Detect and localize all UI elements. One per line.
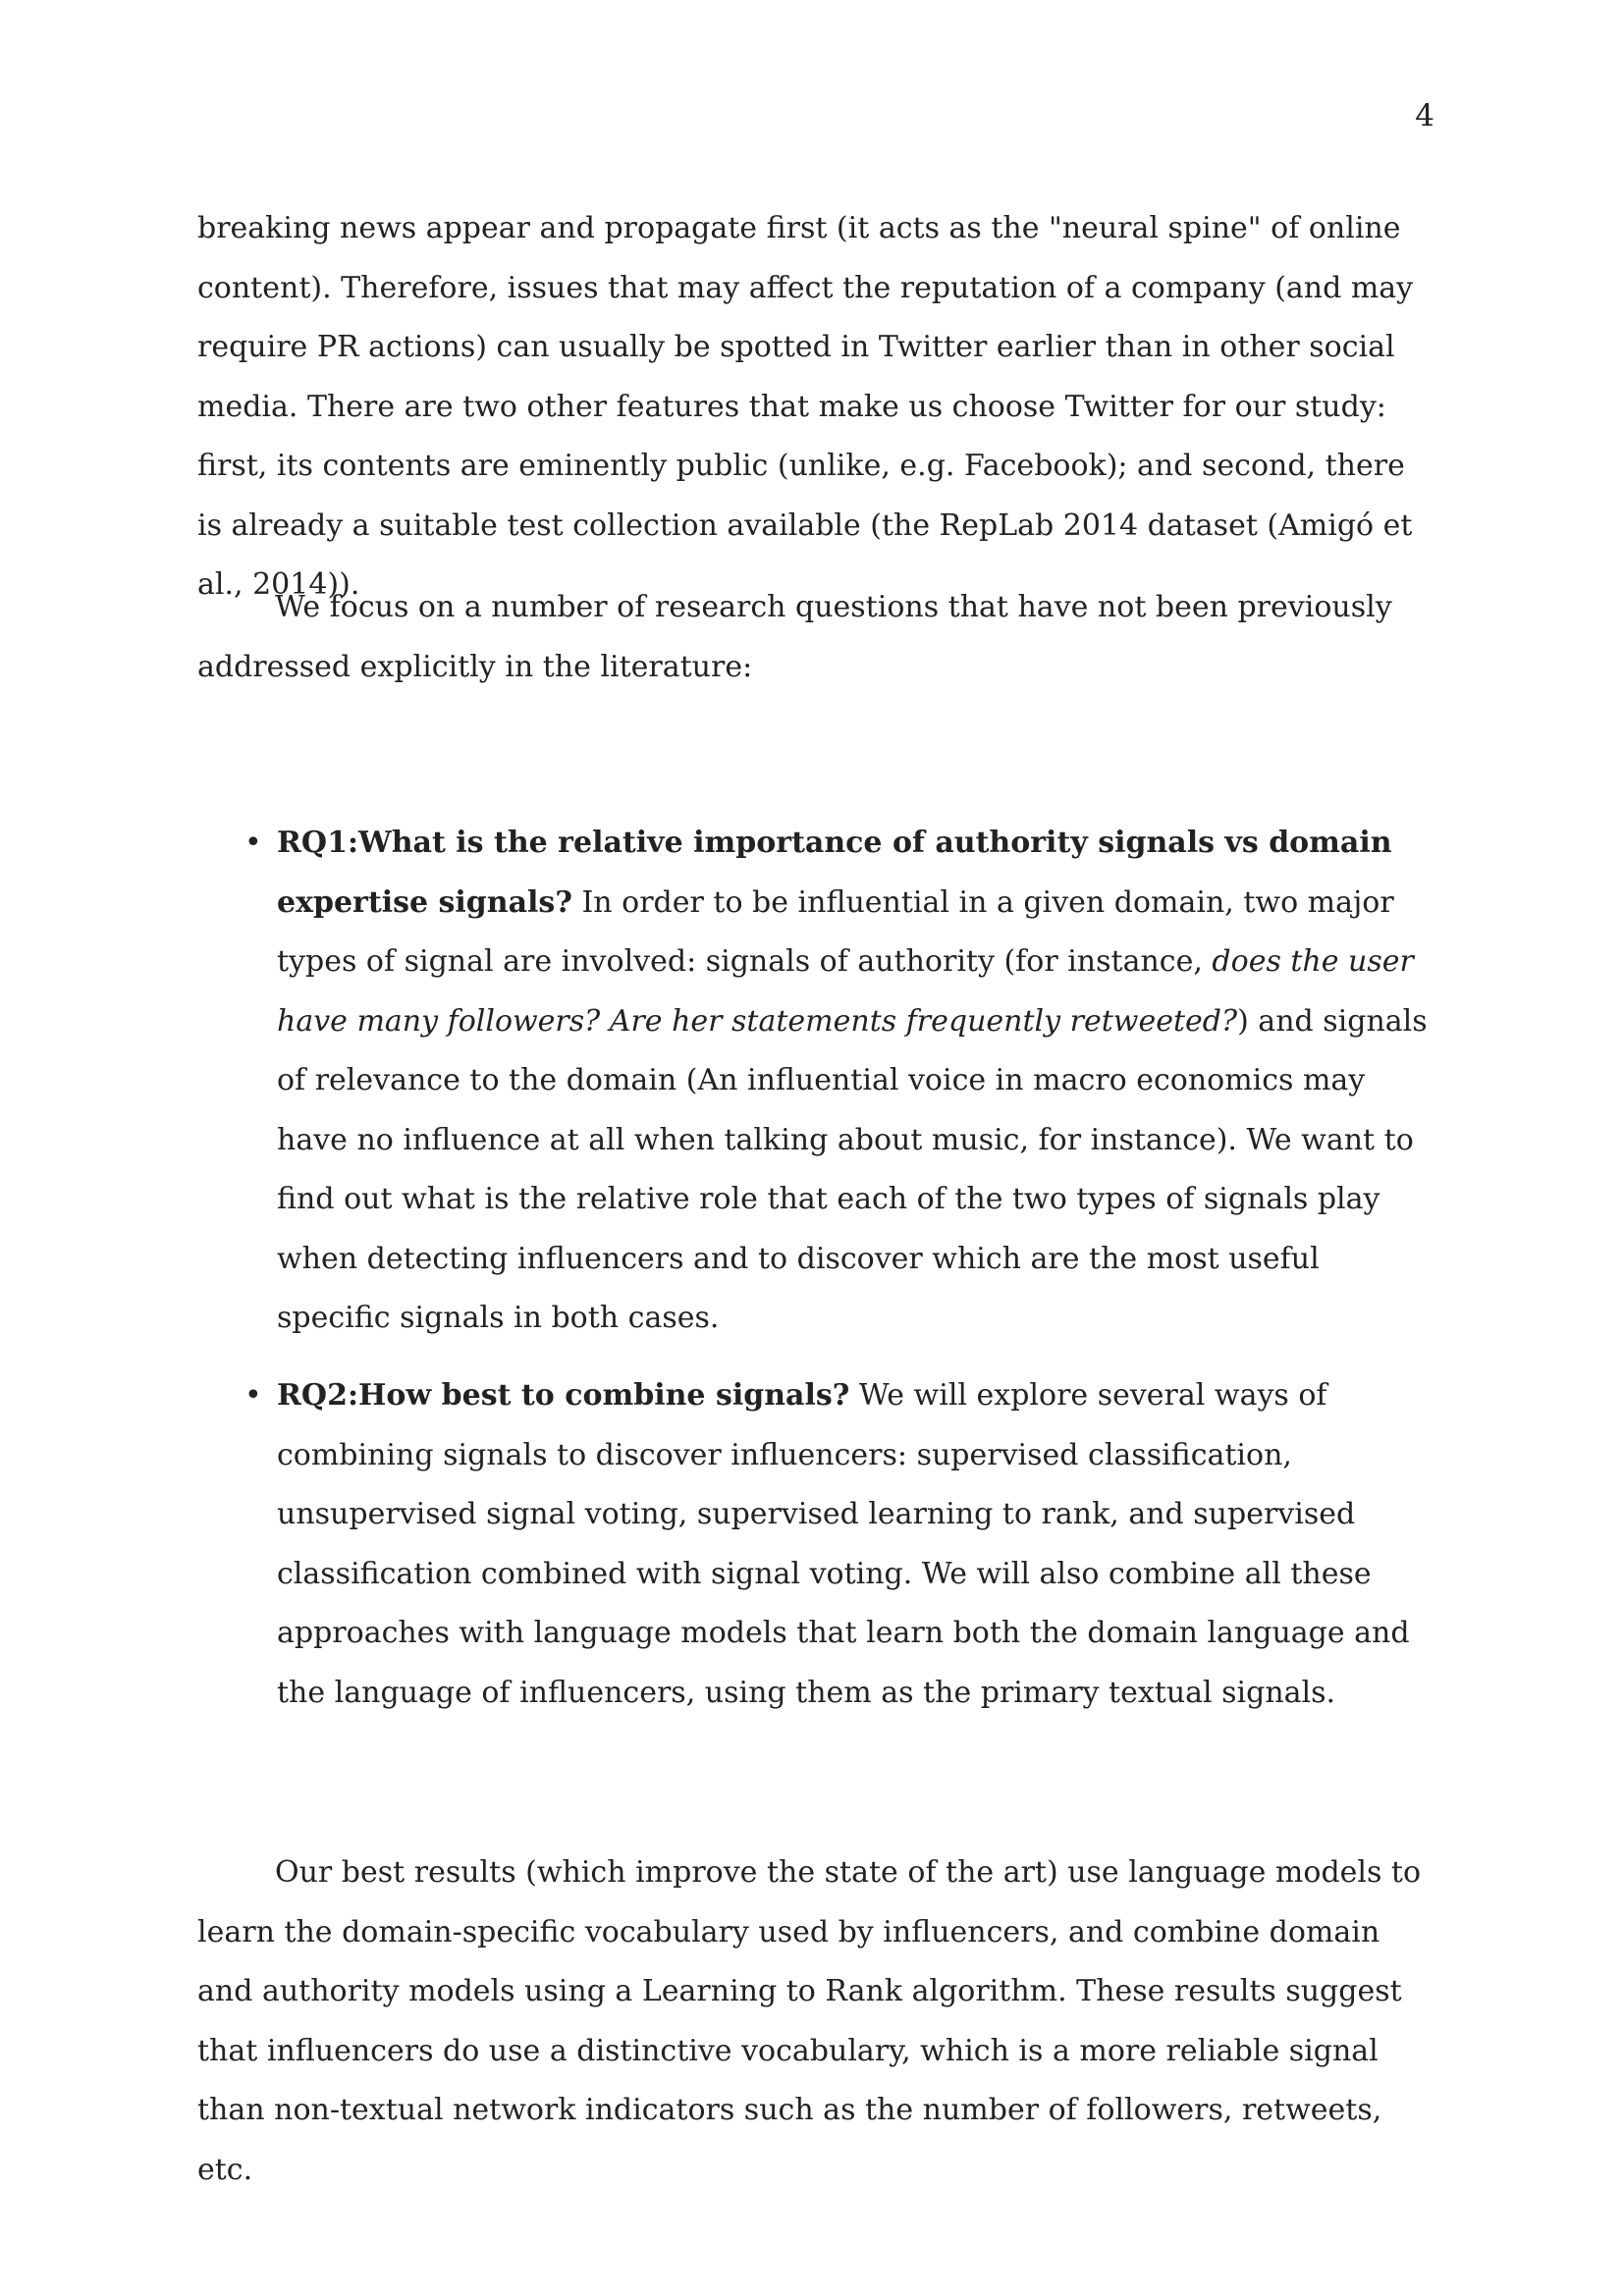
page-number: 4 (1415, 98, 1434, 133)
paragraph-intro: breaking news appear and propagate first (it acts as the "neural spine" of online content). Therefore, issues that may affect the reputation of a company (and may require PR actions) can usually be spotted in Twitter earlier than in other social media. There are two other features that make us choose Twitter for our study: first, its contents are eminently public (unlike, e.g. Facebook); and second, there is already a suitable test collection available (the RepLab 2014 dataset (Amigó et al., 2014)). (197, 211, 1414, 602)
rq1-body-start: In order to be influential in a given domain, two major types of signal are involved: signals of authority (for instance, (277, 884, 1394, 979)
research-question-list-2 (197, 1366, 1436, 1723)
rq2-title: RQ2:How best to combine signals? (277, 1378, 850, 1413)
bullet-icon: • (244, 1378, 262, 1413)
rq1-body-end: ) and signals of relevance to the domain (An influential voice in macro economics may have no influence at all when talking about music, for instance). We want to find out what is the relative role that each of the two types of signals play when detecting influencers and to discover which are the most useful specific signals in both cases. (277, 1003, 1428, 1335)
research-question-rq1 (197, 814, 1436, 1349)
rq1-title: RQ1:What is the relative importance of authority signals vs domain expertise signals? (277, 826, 1392, 920)
research-question-rq2 (197, 1366, 1436, 1723)
research-question-list-1 (197, 814, 1436, 1349)
bullet-icon: • (244, 826, 262, 860)
rq2-body: We will explore several ways of combining signals to discover influencers: supervised classification, unsupervised signal voting, supervised learning to rank, and supervised classification combined with signal voting. We will also combine all these approaches with language models that learn both the domain language and the language of influencers, using them as the primary textual signals. (277, 1378, 1410, 1710)
paragraph-results: Our best results (which improve the state of the art) use language models to learn the domain-specific vocabulary used by influencers, and combine domain and authority models using a Learning to Rank algorithm. These results suggest that influencers do use a distinctive vocabulary, which is a more reliable signal than non-textual network indicators such as the number of followers, retweets, etc. (197, 1855, 1422, 2187)
paragraph-focus: We focus on a number of research questions that have not been previously addressed explicitly in the literature: (197, 590, 1392, 684)
rq1-italic-examples: does the user have many followers? Are her statements frequently retweeted? (277, 944, 1414, 1039)
